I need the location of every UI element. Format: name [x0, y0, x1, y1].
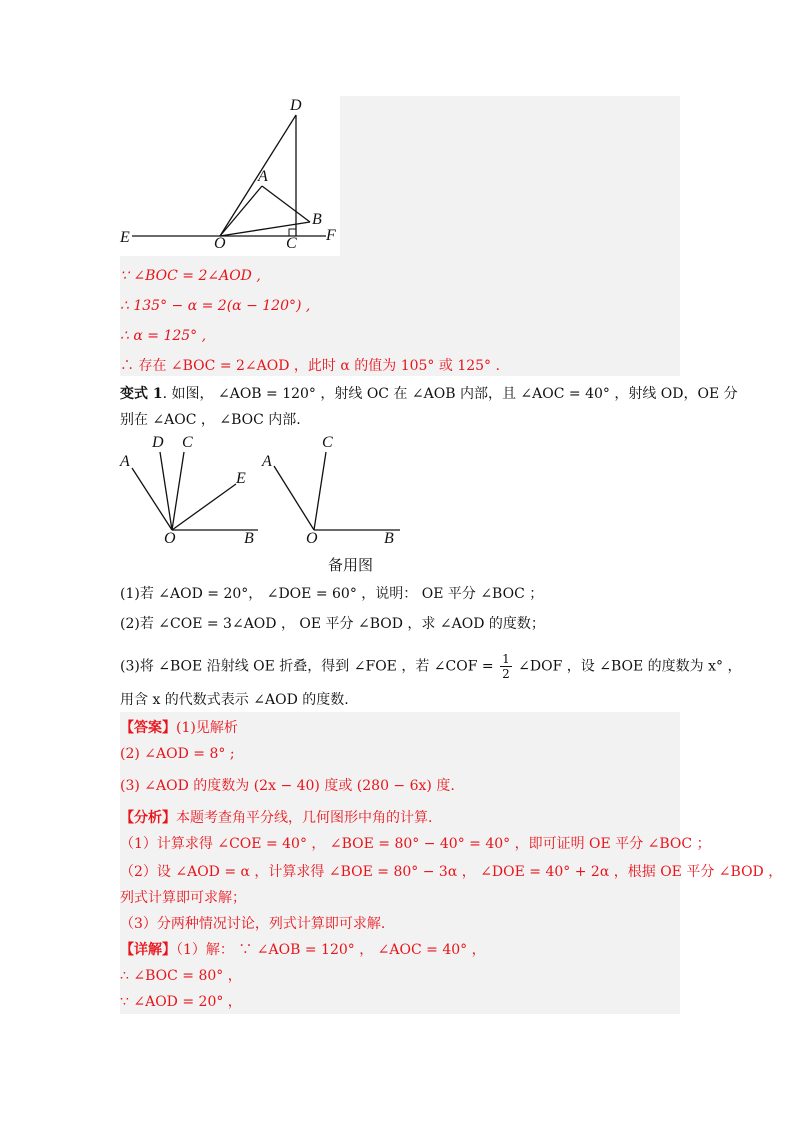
question-2: (2)若 ∠COE = 3∠AOD ， OE 平分 ∠BOD ，求 ∠AOD 的度数；	[120, 616, 545, 632]
fig3-label-a: A	[262, 453, 272, 470]
analysis-tag: 【分析】	[120, 810, 176, 826]
solution-line-3: ∴ α = 125° ,	[120, 328, 207, 344]
solution-line-1: ∵ ∠BOC = 2∠AOD ,	[120, 268, 261, 284]
analysis-line-3: （3）分两种情况讨论，列式计算即可求解.	[120, 916, 386, 932]
analysis-intro: 本题考查角平分线，几何图形中角的计算.	[176, 810, 433, 826]
question-3-part-a: (3)将 ∠BOE 沿射线 OE 折叠，得到 ∠FOE ，若 ∠COF =	[120, 658, 494, 675]
detail-line-3: ∵ ∠AOD = 20° ，	[120, 994, 242, 1010]
detail-line-2: ∴ ∠BOC = 80° ，	[120, 968, 242, 984]
fig1-label-o: O	[214, 235, 226, 252]
fraction	[500, 652, 512, 681]
fig1-label-b: B	[312, 211, 322, 228]
fig2-label-b: B	[244, 530, 254, 547]
analysis-line-2b: 列式计算即可求解；	[120, 890, 246, 906]
analysis-line-1: （1）计算求得 ∠COE = 40° ， ∠BOE = 80° − 40° = 40° ，即可证明 OE 平分 ∠BOC ；	[120, 836, 711, 852]
analysis-line-2: （2）设 ∠AOD = α ，计算求得 ∠BOE = 80° − 3α ， ∠DOE = 40° + 2α ，根据 OE 平分 ∠BOD ，	[120, 864, 783, 880]
fig2-label-c: C	[182, 434, 193, 451]
fig2-label-a: A	[120, 453, 130, 470]
answer-line-2: (2) ∠AOD = 8° ;	[120, 746, 235, 762]
fig3-label-b: B	[384, 530, 394, 547]
question-3-line-2: 用含 x 的代数式表示 ∠AOD 的度数.	[120, 692, 349, 708]
analysis-line-intro	[120, 808, 432, 828]
question-1: (1)若 ∠AOD = 20°， ∠DOE = 60° ，说明： OE 平分 ∠BOC ；	[120, 586, 544, 602]
fig3-label-o: O	[306, 530, 318, 547]
fig1-label-f: F	[326, 227, 336, 244]
fig2-label-d: D	[152, 434, 164, 451]
solution-line-2: ∴ 135° − α = 2(α − 120°) ,	[120, 298, 311, 314]
question-3	[120, 652, 741, 681]
variant-title: 变式 1	[120, 386, 163, 402]
fig1-label-e: E	[120, 229, 130, 246]
variant-text-1: . 如图， ∠AOB = 120° ，射线 OC 在 ∠AOB 内部，且 ∠AOC = 40° ，射线 OD，OE 分	[162, 386, 738, 402]
figure3-diagram	[0, 0, 800, 560]
fig3-label-c: C	[322, 434, 333, 451]
variant-line-2: 别在 ∠AOC ， ∠BOC 内部.	[120, 412, 301, 428]
detail-tag: 【详解】	[120, 942, 176, 958]
fraction-numerator: 1	[502, 652, 510, 666]
fraction-denominator: 2	[502, 667, 510, 681]
fig1-label-d: D	[290, 97, 302, 114]
answer-line-3: (3) ∠AOD 的度数为 (2x − 40) 度或 (280 − 6x) 度.	[120, 778, 455, 794]
figure3-caption: 备用图	[328, 556, 374, 574]
detail-1: （1）解： ∵ ∠AOB = 120° ， ∠AOC = 40° ，	[176, 942, 486, 958]
answer-1: (1)见解析	[176, 720, 238, 736]
question-3-part-b: ∠DOF ，设 ∠BOE 的度数为 x° ，	[518, 658, 742, 675]
fig2-label-e: E	[236, 470, 246, 487]
answer-tag: 【答案】	[120, 720, 176, 736]
fig1-label-a: A	[258, 168, 268, 185]
detail-line-1	[120, 940, 486, 960]
ray-oc-2	[314, 452, 326, 530]
fig1-label-c: C	[286, 235, 297, 252]
ray-oa-2	[274, 466, 314, 530]
answer-line-1	[120, 718, 238, 738]
fig2-label-o: O	[164, 530, 176, 547]
solution-line-4: ∴ 存在 ∠BOC = 2∠AOD ，此时 α 的值为 105° 或 125° .	[120, 358, 500, 374]
